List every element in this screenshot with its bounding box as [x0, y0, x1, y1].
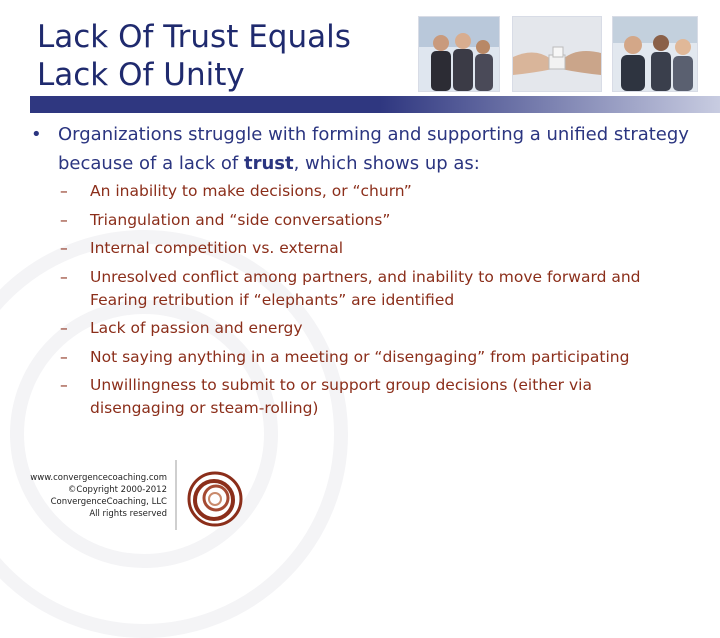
list-item: – Triangulation and “side conversations”	[90, 209, 690, 232]
dash-icon: –	[60, 376, 68, 394]
business-team-photo	[418, 16, 500, 92]
sub-item-list	[60, 180, 690, 426]
list-item: – Unresolved conflict among partners, and inability to move forward and Fearing retribution if “elephants” are identified	[60, 267, 641, 309]
title-line-1: Lack Of Trust Equals	[37, 19, 351, 55]
slide-title	[37, 18, 351, 94]
meeting-group-photo	[612, 16, 698, 92]
dash-icon: –	[60, 239, 68, 257]
bullet-text-start: Organizations struggle with forming and supporting a unified strategy because of a lack of	[58, 124, 689, 174]
list-item: – Unwillingness to submit to or support group decisions (either via disengaging or steam-rolling)	[60, 376, 592, 417]
bullet-text-bold: trust	[243, 153, 294, 174]
footer-website: www.convergencecoaching.com	[30, 473, 167, 483]
dash-icon: –	[60, 319, 68, 337]
footer-copyright	[30, 472, 167, 520]
dash-icon: –	[60, 347, 68, 366]
footer-company: ConvergenceCoaching, LLC	[50, 497, 167, 507]
list-item: – An inability to make decisions, or “churn”	[90, 180, 690, 203]
title-line-2: Lack Of Unity	[37, 57, 245, 93]
main-bullet	[31, 120, 698, 178]
company-logo-icon	[186, 470, 244, 532]
footer-rights: All rights reserved	[89, 509, 167, 519]
list-item: – Internal competition vs. external	[90, 237, 690, 260]
dash-icon: –	[60, 267, 68, 286]
footer-divider	[175, 460, 177, 530]
list-item: – Lack of passion and energy	[90, 317, 690, 340]
footer-copyright-line: ©Copyright 2000-2012	[67, 485, 167, 495]
bullet-icon: •	[31, 124, 42, 145]
list-item: – Not saying anything in a meeting or “disengaging” from participating	[90, 346, 690, 369]
puzzle-hands-photo	[512, 16, 602, 92]
dash-icon: –	[60, 210, 68, 229]
header-bar	[30, 96, 720, 113]
bullet-text-end: , which shows up as:	[293, 153, 480, 174]
dash-icon: –	[60, 182, 68, 200]
